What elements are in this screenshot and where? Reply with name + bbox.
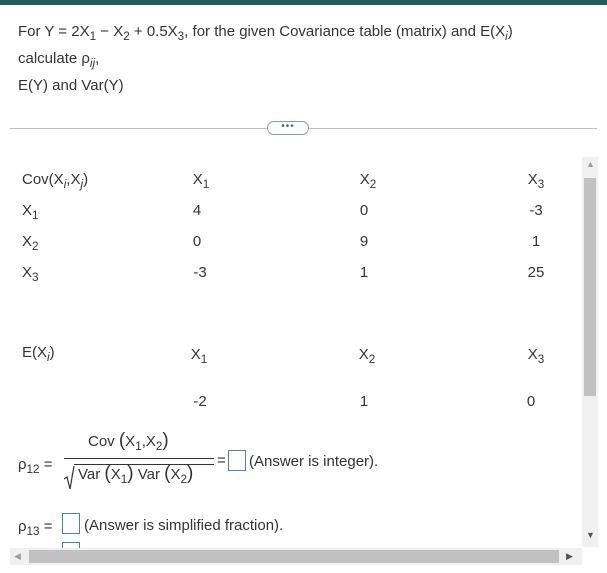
cov-header-x3: $X_3$ — [527, 171, 545, 192]
question-text — [18, 18, 588, 99]
expand-button[interactable]: ••• — [267, 121, 309, 135]
fraction-bar — [64, 458, 214, 459]
cov-cell: -3 — [529, 202, 543, 219]
question-line-2: calculate $\rho_{ij}$, — [18, 50, 100, 71]
rho13-label: $\rho_{13}$ = — [18, 518, 53, 539]
cov-cell: 1 — [359, 264, 369, 281]
scroll-right-icon[interactable]: ▶ — [566, 551, 573, 561]
rho13-answer-input[interactable] — [62, 513, 80, 534]
exp-header-x2: $X_2$ — [358, 346, 376, 367]
rho12-label: $\rho_{12}$ = — [18, 456, 53, 477]
scroll-left-icon[interactable]: ◀ — [14, 551, 21, 561]
question-line-3: E(Y) and Var(Y) — [18, 77, 124, 94]
cov-row-label-x1: $X_1$ — [22, 202, 39, 223]
question-line-1: For $Y = 2X_1 - X_2 + 0.5X_3$, for the given Covariance table (matrix) and $E(X_i)$ — [18, 23, 513, 44]
cov-row-label-x3: $X_3$ — [22, 264, 39, 285]
cov-cell: 0 — [359, 202, 369, 219]
rho13-hint: (Answer is simplified fraction). — [84, 517, 284, 534]
cov-header-x2: $X_2$ — [359, 171, 377, 192]
cov-cell: 0 — [192, 233, 202, 250]
rho12-answer-input[interactable] — [228, 450, 246, 471]
exp-header-x3: $X_3$ — [527, 346, 545, 367]
horizontal-scroll-thumb[interactable] — [29, 550, 559, 563]
cov-header-x1: $X_1$ — [192, 171, 210, 192]
rho12-equals: = — [217, 452, 226, 469]
cov-cell: 4 — [192, 202, 202, 219]
cov-cell: 25 — [527, 264, 545, 281]
rho12-hint: (Answer is integer). — [249, 453, 379, 470]
vertical-scroll-thumb[interactable] — [584, 178, 596, 396]
exp-value-x3: 0 — [526, 393, 536, 410]
exp-value-x1: -2 — [193, 393, 207, 410]
cov-header-label: $Cov(X_i,X_j)$ — [22, 171, 89, 192]
cov-cell: -3 — [193, 264, 207, 281]
sqrt-icon — [64, 465, 75, 490]
scroll-down-icon[interactable]: ▼ — [586, 530, 595, 540]
rho12-denominator: Var $(X_1)$ Var $(X_2)$ — [78, 463, 194, 487]
cov-cell: 9 — [359, 233, 369, 250]
exp-label: $E(X_i)$ — [22, 344, 55, 365]
exp-value-x2: 1 — [359, 393, 369, 410]
cov-cell: 1 — [531, 233, 541, 250]
rho12-numerator: Cov $(X_1,X_2)$ — [88, 430, 169, 454]
scroll-up-icon[interactable]: ▲ — [586, 159, 595, 169]
top-accent-bar — [0, 0, 607, 5]
cov-row-label-x2: $X_2$ — [22, 233, 39, 254]
exp-header-x1: $X_1$ — [190, 346, 208, 367]
